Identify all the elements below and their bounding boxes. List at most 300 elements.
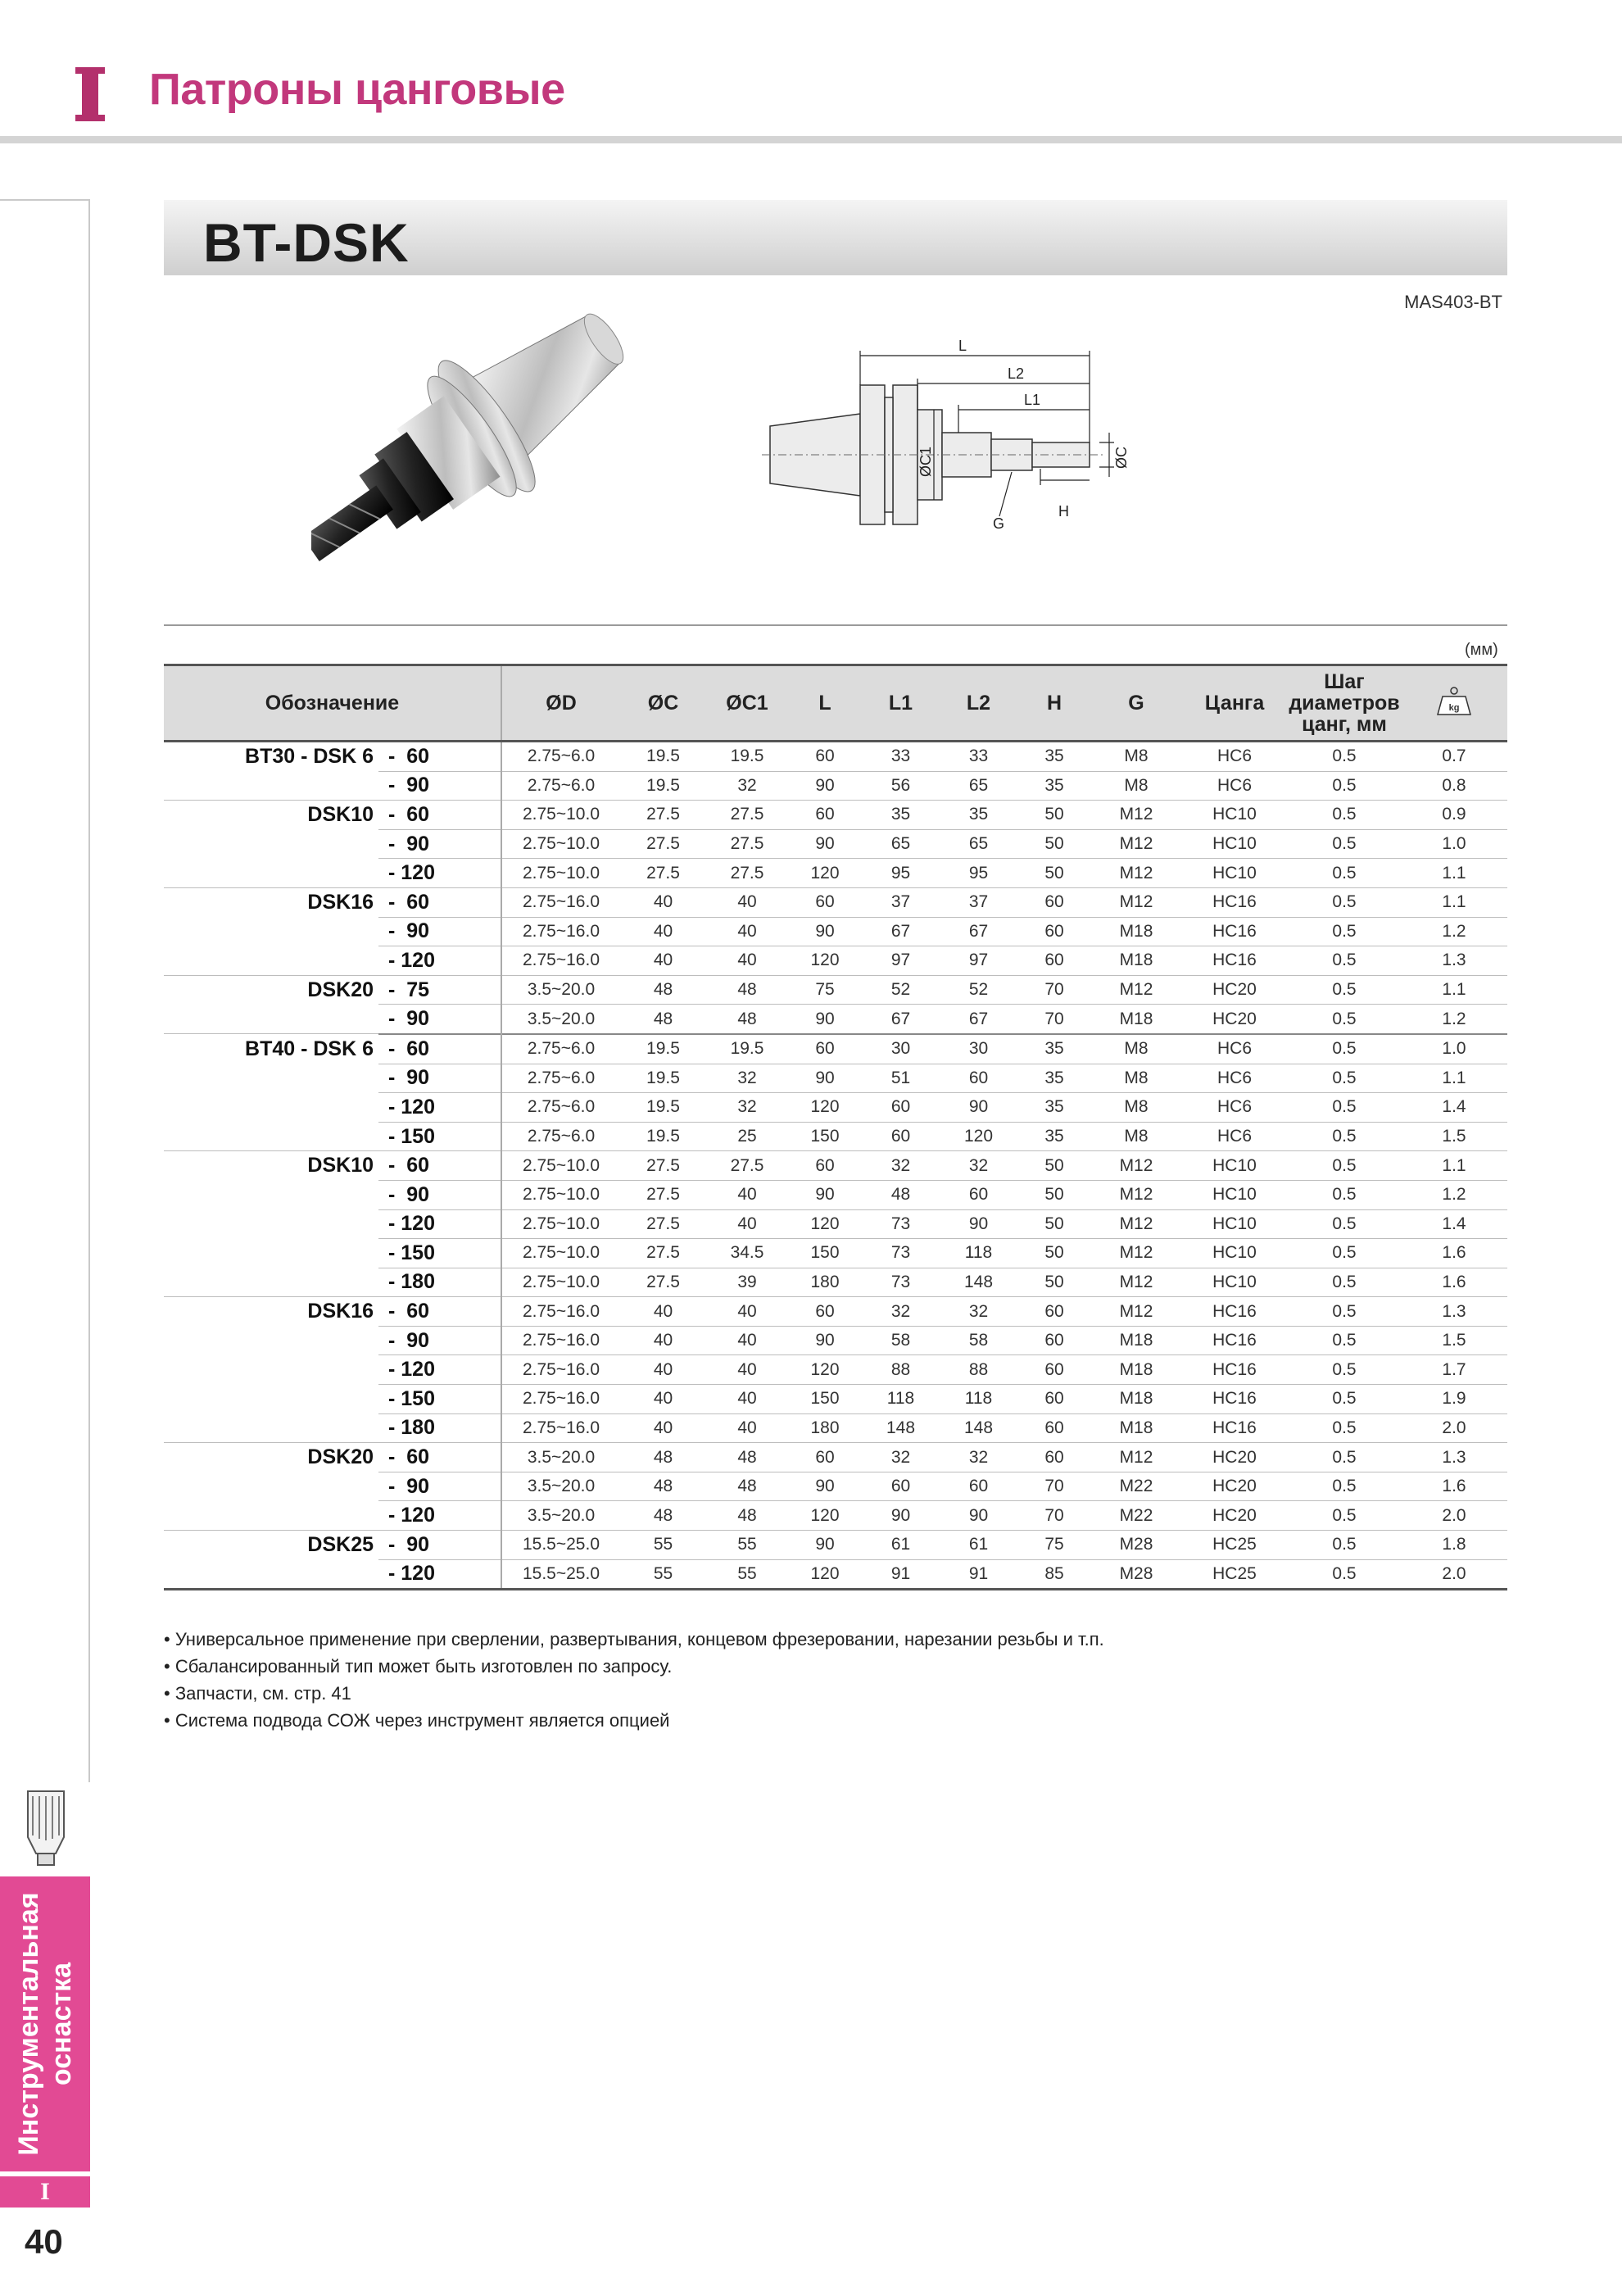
cell-collet: HC20 — [1181, 1005, 1288, 1034]
cell-d: 2.75~10.0 — [501, 1239, 620, 1268]
cell-designation-suffix: - 90 — [378, 1531, 501, 1560]
label-l2: L2 — [1008, 365, 1025, 382]
table-row — [164, 946, 1507, 976]
cell-l2: 120 — [940, 1122, 1017, 1151]
note-item: • Система подвода СОЖ через инструмент является опцией — [164, 1710, 670, 1731]
cell-c: 40 — [620, 1385, 706, 1414]
label-c: ØC — [1113, 447, 1130, 469]
table-row — [164, 975, 1507, 1005]
cell-g: M18 — [1091, 1326, 1181, 1355]
table-row — [164, 1559, 1507, 1590]
cell-designation-prefix: DSK20 — [164, 1443, 378, 1472]
table-row — [164, 1209, 1507, 1239]
cell-g: M28 — [1091, 1559, 1181, 1590]
cell-c1: 27.5 — [706, 859, 788, 888]
cell-c: 19.5 — [620, 1064, 706, 1093]
cell-l: 150 — [788, 1122, 862, 1151]
cell-c1: 32 — [706, 1093, 788, 1123]
cell-designation-suffix: - 120 — [378, 1501, 501, 1531]
cell-l: 75 — [788, 975, 862, 1005]
cell-c1: 40 — [706, 1355, 788, 1385]
cell-l1: 73 — [862, 1268, 940, 1297]
cell-c1: 19.5 — [706, 742, 788, 772]
cell-collet: HC16 — [1181, 1355, 1288, 1385]
cell-l2: 30 — [940, 1034, 1017, 1064]
cell-w: 1.2 — [1401, 1005, 1507, 1034]
label-c1: ØC1 — [917, 446, 934, 477]
standard-label: MAS403-BT — [1404, 292, 1502, 312]
cell-l2: 148 — [940, 1413, 1017, 1443]
cell-c1: 55 — [706, 1559, 788, 1590]
cell-w: 0.7 — [1401, 742, 1507, 772]
cell-w: 1.6 — [1401, 1239, 1507, 1268]
cell-c1: 27.5 — [706, 829, 788, 859]
cell-c: 27.5 — [620, 829, 706, 859]
cell-c: 40 — [620, 946, 706, 976]
cell-designation-suffix: - 90 — [378, 1326, 501, 1355]
cell-designation-prefix — [164, 1413, 378, 1443]
col-l2: L2 — [940, 665, 1017, 742]
cell-c1: 32 — [706, 771, 788, 801]
table-row — [164, 1472, 1507, 1501]
cell-c: 48 — [620, 975, 706, 1005]
cell-l2: 90 — [940, 1209, 1017, 1239]
cell-h: 35 — [1017, 771, 1091, 801]
cell-c1: 27.5 — [706, 1151, 788, 1181]
cell-step: 0.5 — [1288, 1093, 1401, 1123]
cell-g: M12 — [1091, 801, 1181, 830]
cell-l: 60 — [788, 1443, 862, 1472]
cell-w: 1.7 — [1401, 1355, 1507, 1385]
cell-d: 2.75~6.0 — [501, 771, 620, 801]
cell-step: 0.5 — [1288, 1326, 1401, 1355]
cell-designation-prefix — [164, 1122, 378, 1151]
cell-g: M8 — [1091, 771, 1181, 801]
cell-c1: 40 — [706, 1180, 788, 1209]
table-row — [164, 1005, 1507, 1034]
cell-designation-suffix: - 60 — [378, 1443, 501, 1472]
cell-c1: 34.5 — [706, 1239, 788, 1268]
cell-collet: HC6 — [1181, 1122, 1288, 1151]
cell-l1: 148 — [862, 1413, 940, 1443]
cell-l: 180 — [788, 1268, 862, 1297]
cell-l: 60 — [788, 887, 862, 917]
cell-collet: HC10 — [1181, 1209, 1288, 1239]
cell-d: 2.75~16.0 — [501, 1297, 620, 1327]
cell-l: 90 — [788, 1326, 862, 1355]
table-row — [164, 1093, 1507, 1123]
cell-step: 0.5 — [1288, 1501, 1401, 1531]
cell-step: 0.5 — [1288, 771, 1401, 801]
cell-l1: 32 — [862, 1443, 940, 1472]
cell-designation-prefix — [164, 859, 378, 888]
cell-step: 0.5 — [1288, 887, 1401, 917]
cell-c1: 48 — [706, 1005, 788, 1034]
cell-l2: 88 — [940, 1355, 1017, 1385]
cell-c: 27.5 — [620, 859, 706, 888]
table-row — [164, 1501, 1507, 1531]
cell-l: 60 — [788, 1297, 862, 1327]
cell-g: M8 — [1091, 1064, 1181, 1093]
cell-l2: 32 — [940, 1151, 1017, 1181]
cell-designation-suffix: - 150 — [378, 1385, 501, 1414]
cell-l2: 35 — [940, 801, 1017, 830]
cell-l: 90 — [788, 1472, 862, 1501]
cell-d: 2.75~10.0 — [501, 1151, 620, 1181]
cell-g: M12 — [1091, 829, 1181, 859]
cell-l: 150 — [788, 1239, 862, 1268]
cell-w: 1.9 — [1401, 1385, 1507, 1414]
cell-h: 50 — [1017, 1239, 1091, 1268]
col-l1: L1 — [862, 665, 940, 742]
cell-collet: HC6 — [1181, 1034, 1288, 1064]
cell-collet: HC10 — [1181, 1239, 1288, 1268]
cell-designation-prefix — [164, 946, 378, 976]
cell-w: 1.2 — [1401, 1180, 1507, 1209]
cell-h: 50 — [1017, 859, 1091, 888]
cell-l: 60 — [788, 1151, 862, 1181]
cell-designation-prefix — [164, 1501, 378, 1531]
cell-l1: 60 — [862, 1122, 940, 1151]
cell-designation-prefix: BT40 - DSK 6 — [164, 1034, 378, 1064]
cell-h: 60 — [1017, 1443, 1091, 1472]
cell-l2: 67 — [940, 1005, 1017, 1034]
cell-designation-suffix: - 90 — [378, 917, 501, 946]
cell-h: 50 — [1017, 1180, 1091, 1209]
cell-step: 0.5 — [1288, 975, 1401, 1005]
table-row — [164, 1297, 1507, 1327]
cell-g: M18 — [1091, 946, 1181, 976]
cell-l: 120 — [788, 1559, 862, 1590]
cell-c1: 40 — [706, 1385, 788, 1414]
table-row — [164, 829, 1507, 859]
cell-collet: HC16 — [1181, 1326, 1288, 1355]
cell-g: M12 — [1091, 1180, 1181, 1209]
col-step — [1288, 665, 1401, 742]
cell-d: 3.5~20.0 — [501, 1501, 620, 1531]
cell-l2: 65 — [940, 829, 1017, 859]
cell-g: M12 — [1091, 859, 1181, 888]
cell-designation-suffix: - 90 — [378, 1180, 501, 1209]
cell-c: 40 — [620, 917, 706, 946]
cell-g: M12 — [1091, 1297, 1181, 1327]
cell-designation-suffix: - 150 — [378, 1239, 501, 1268]
col-collet: Цанга — [1181, 665, 1288, 742]
technical-drawing — [762, 336, 1270, 569]
cell-d: 2.75~16.0 — [501, 1326, 620, 1355]
cell-l: 60 — [788, 801, 862, 830]
cell-c: 27.5 — [620, 1151, 706, 1181]
cell-l: 90 — [788, 917, 862, 946]
cell-w: 1.0 — [1401, 1034, 1507, 1064]
cell-h: 60 — [1017, 917, 1091, 946]
cell-designation-suffix: - 180 — [378, 1413, 501, 1443]
cell-step: 0.5 — [1288, 1151, 1401, 1181]
cell-step: 0.5 — [1288, 917, 1401, 946]
cell-w: 1.2 — [1401, 917, 1507, 946]
cell-d: 2.75~16.0 — [501, 1413, 620, 1443]
cell-w: 1.1 — [1401, 975, 1507, 1005]
cell-c: 27.5 — [620, 1268, 706, 1297]
cell-h: 70 — [1017, 975, 1091, 1005]
cell-h: 50 — [1017, 1151, 1091, 1181]
cell-h: 85 — [1017, 1559, 1091, 1590]
cell-l: 150 — [788, 1385, 862, 1414]
cell-h: 60 — [1017, 1413, 1091, 1443]
cell-l2: 118 — [940, 1385, 1017, 1414]
cell-h: 60 — [1017, 887, 1091, 917]
cell-c1: 48 — [706, 1501, 788, 1531]
section-tab-line2: оснастка — [46, 1962, 77, 2086]
cell-designation-prefix — [164, 1472, 378, 1501]
table-row — [164, 1151, 1507, 1181]
cell-designation-prefix: DSK16 — [164, 1297, 378, 1327]
cell-designation-prefix — [164, 917, 378, 946]
section-tab-label — [12, 1892, 78, 2155]
table-row — [164, 1034, 1507, 1064]
cell-g: M12 — [1091, 975, 1181, 1005]
cell-d: 2.75~10.0 — [501, 1209, 620, 1239]
cell-h: 60 — [1017, 946, 1091, 976]
notes — [164, 1626, 1104, 1734]
cell-collet: HC16 — [1181, 1385, 1288, 1414]
cell-designation-suffix: - 60 — [378, 887, 501, 917]
cell-h: 35 — [1017, 1093, 1091, 1123]
cell-designation-suffix: - 150 — [378, 1122, 501, 1151]
cell-step: 0.5 — [1288, 1413, 1401, 1443]
cell-designation-prefix — [164, 1005, 378, 1034]
cell-w: 1.1 — [1401, 1064, 1507, 1093]
note-item: • Универсальное применение при сверлении, развертывания, концевом фрезеровании, нарезании резьбы и т.п. — [164, 1629, 1104, 1649]
cell-step: 0.5 — [1288, 1064, 1401, 1093]
cell-l2: 52 — [940, 975, 1017, 1005]
table-top-rule — [164, 624, 1507, 626]
cell-d: 2.75~16.0 — [501, 887, 620, 917]
cell-designation-prefix — [164, 1180, 378, 1209]
cell-g: M18 — [1091, 1355, 1181, 1385]
header-rule — [0, 136, 1622, 143]
cell-l2: 95 — [940, 859, 1017, 888]
note-item: • Сбалансированный тип может быть изготовлен по запросу. — [164, 1656, 673, 1677]
cell-collet: HC10 — [1181, 1180, 1288, 1209]
table-row — [164, 1355, 1507, 1385]
cell-g: M22 — [1091, 1472, 1181, 1501]
col-l: L — [788, 665, 862, 742]
cell-l2: 58 — [940, 1326, 1017, 1355]
table-row — [164, 1326, 1507, 1355]
cell-l1: 118 — [862, 1385, 940, 1414]
cell-h: 50 — [1017, 829, 1091, 859]
cell-designation-prefix — [164, 829, 378, 859]
cell-w: 0.8 — [1401, 771, 1507, 801]
cell-d: 3.5~20.0 — [501, 1472, 620, 1501]
cell-c: 40 — [620, 1355, 706, 1385]
cell-l1: 51 — [862, 1064, 940, 1093]
unit-label: (мм) — [1465, 641, 1498, 659]
cell-d: 2.75~10.0 — [501, 1268, 620, 1297]
cell-l: 120 — [788, 1501, 862, 1531]
cell-step: 0.5 — [1288, 1559, 1401, 1590]
cell-l2: 33 — [940, 742, 1017, 772]
cell-designation-prefix — [164, 1355, 378, 1385]
cell-l: 120 — [788, 859, 862, 888]
cell-w: 2.0 — [1401, 1559, 1507, 1590]
cell-h: 70 — [1017, 1005, 1091, 1034]
cell-step: 0.5 — [1288, 1034, 1401, 1064]
cell-h: 35 — [1017, 742, 1091, 772]
cell-l2: 60 — [940, 1472, 1017, 1501]
cell-w: 1.6 — [1401, 1268, 1507, 1297]
cell-step: 0.5 — [1288, 1472, 1401, 1501]
cell-step: 0.5 — [1288, 1297, 1401, 1327]
cell-designation-suffix: - 60 — [378, 801, 501, 830]
cell-c1: 48 — [706, 1472, 788, 1501]
cell-w: 1.1 — [1401, 859, 1507, 888]
cell-l2: 118 — [940, 1239, 1017, 1268]
cell-g: M12 — [1091, 1209, 1181, 1239]
cell-w: 1.4 — [1401, 1209, 1507, 1239]
label-h: H — [1058, 503, 1069, 520]
cell-c1: 32 — [706, 1064, 788, 1093]
cell-d: 3.5~20.0 — [501, 1005, 620, 1034]
cell-l2: 90 — [940, 1501, 1017, 1531]
table-header-row — [164, 665, 1507, 742]
cell-c: 40 — [620, 1413, 706, 1443]
cell-collet: HC16 — [1181, 1297, 1288, 1327]
cell-l1: 32 — [862, 1297, 940, 1327]
cell-collet: HC25 — [1181, 1559, 1288, 1590]
cell-g: M8 — [1091, 1034, 1181, 1064]
collet-icon — [23, 1788, 69, 1870]
cell-d: 2.75~6.0 — [501, 1122, 620, 1151]
table-row — [164, 801, 1507, 830]
cell-c: 27.5 — [620, 1209, 706, 1239]
table-row — [164, 1385, 1507, 1414]
cell-c: 55 — [620, 1559, 706, 1590]
cell-c1: 40 — [706, 946, 788, 976]
cell-l: 60 — [788, 1034, 862, 1064]
col-step-line2: диаметров — [1289, 692, 1400, 715]
cell-c1: 40 — [706, 1326, 788, 1355]
col-h: H — [1017, 665, 1091, 742]
cell-collet: HC16 — [1181, 917, 1288, 946]
cell-w: 1.8 — [1401, 1531, 1507, 1560]
cell-c: 19.5 — [620, 742, 706, 772]
cell-c: 19.5 — [620, 1034, 706, 1064]
cell-collet: HC10 — [1181, 1151, 1288, 1181]
cell-collet: HC25 — [1181, 1531, 1288, 1560]
cell-designation-prefix — [164, 1093, 378, 1123]
cell-g: M8 — [1091, 1122, 1181, 1151]
col-designation: Обозначение — [164, 665, 501, 742]
weight-icon-label: kg — [1448, 702, 1460, 713]
cell-h: 35 — [1017, 1034, 1091, 1064]
table-row — [164, 1122, 1507, 1151]
cell-designation-prefix — [164, 1268, 378, 1297]
cell-l2: 60 — [940, 1180, 1017, 1209]
cell-l1: 60 — [862, 1472, 940, 1501]
cell-h: 50 — [1017, 1268, 1091, 1297]
cell-l1: 37 — [862, 887, 940, 917]
cell-c1: 40 — [706, 917, 788, 946]
table-row — [164, 1413, 1507, 1443]
cell-g: M12 — [1091, 1443, 1181, 1472]
cell-c: 19.5 — [620, 771, 706, 801]
cell-collet: HC20 — [1181, 1472, 1288, 1501]
label-l1: L1 — [1024, 392, 1041, 408]
cell-h: 60 — [1017, 1355, 1091, 1385]
cell-c1: 40 — [706, 887, 788, 917]
cell-designation-prefix — [164, 1326, 378, 1355]
cell-c1: 25 — [706, 1122, 788, 1151]
cell-l1: 95 — [862, 859, 940, 888]
cell-l2: 91 — [940, 1559, 1017, 1590]
cell-step: 0.5 — [1288, 946, 1401, 976]
table-row — [164, 887, 1507, 917]
col-d: ØD — [501, 665, 620, 742]
cell-h: 50 — [1017, 801, 1091, 830]
cell-h: 60 — [1017, 1326, 1091, 1355]
cell-l: 90 — [788, 1180, 862, 1209]
table-row — [164, 1443, 1507, 1472]
cell-w: 1.0 — [1401, 829, 1507, 859]
table-row — [164, 1180, 1507, 1209]
cell-c1: 39 — [706, 1268, 788, 1297]
cell-l1: 88 — [862, 1355, 940, 1385]
cell-g: M18 — [1091, 917, 1181, 946]
cell-designation-prefix — [164, 1385, 378, 1414]
col-c: ØC — [620, 665, 706, 742]
cell-step: 0.5 — [1288, 1005, 1401, 1034]
cell-d: 3.5~20.0 — [501, 975, 620, 1005]
cell-designation-suffix: - 120 — [378, 1355, 501, 1385]
cell-h: 50 — [1017, 1209, 1091, 1239]
cell-d: 2.75~6.0 — [501, 742, 620, 772]
cell-l1: 61 — [862, 1531, 940, 1560]
cell-l2: 32 — [940, 1443, 1017, 1472]
table-row — [164, 917, 1507, 946]
table-row — [164, 1531, 1507, 1560]
section-tab — [0, 1876, 90, 2171]
col-step-line3: цанг, мм — [1302, 713, 1387, 736]
cell-collet: HC6 — [1181, 1093, 1288, 1123]
cell-w: 0.9 — [1401, 801, 1507, 830]
cell-d: 2.75~16.0 — [501, 1355, 620, 1385]
cell-designation-suffix: - 60 — [378, 1151, 501, 1181]
cell-l: 90 — [788, 1064, 862, 1093]
cell-g: M22 — [1091, 1501, 1181, 1531]
cell-w: 1.4 — [1401, 1093, 1507, 1123]
cell-step: 0.5 — [1288, 1209, 1401, 1239]
cell-l: 120 — [788, 1355, 862, 1385]
cell-g: M28 — [1091, 1531, 1181, 1560]
cell-h: 35 — [1017, 1064, 1091, 1093]
cell-l1: 97 — [862, 946, 940, 976]
spec-table — [164, 664, 1507, 1590]
cell-step: 0.5 — [1288, 1355, 1401, 1385]
cell-c: 19.5 — [620, 1122, 706, 1151]
cell-l1: 52 — [862, 975, 940, 1005]
cell-d: 2.75~10.0 — [501, 859, 620, 888]
col-step-line1: Шаг — [1324, 670, 1365, 693]
cell-c: 55 — [620, 1531, 706, 1560]
cell-l1: 33 — [862, 742, 940, 772]
section-banner — [164, 200, 1507, 275]
cell-l1: 60 — [862, 1093, 940, 1123]
cell-collet: HC20 — [1181, 1501, 1288, 1531]
cell-l2: 61 — [940, 1531, 1017, 1560]
cell-w: 1.5 — [1401, 1326, 1507, 1355]
